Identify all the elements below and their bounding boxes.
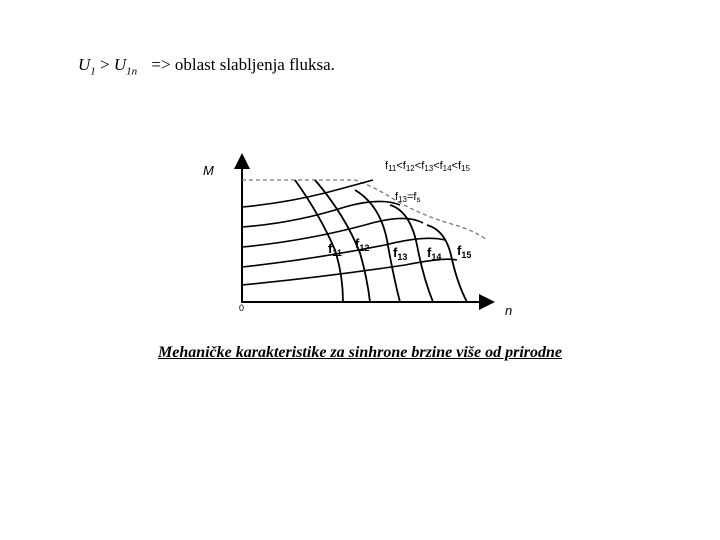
implication-arrow: => [151, 55, 171, 74]
relation-sign: > [100, 55, 110, 74]
u1-subscript: 1 [90, 65, 96, 78]
figure-caption: Mehaničke karakteristike za sinhrone brzine više od prirodne [157, 344, 563, 361]
curve-label-f11: $f_{11}$ [328, 241, 342, 258]
curve-f15 [427, 225, 467, 302]
curve-label-f12: $f_{12}$ [355, 236, 370, 253]
curve-label-f15: $f_{15}$ [457, 243, 472, 260]
characteristic-grid [242, 180, 457, 285]
max-torque-envelope [242, 180, 487, 240]
legend-equality: f13=fs [395, 191, 421, 204]
frequency-curves [295, 180, 467, 302]
curve-label-f13: $f_{13}$ [393, 245, 408, 262]
heading-text: oblast slabljenja fluksa. [174, 55, 335, 74]
legend-relation: f11<f12<f13<f14<f15 [385, 160, 470, 173]
axis-y-label: M [203, 163, 214, 178]
torque-speed-diagram [195, 145, 515, 325]
u1-symbol: U [78, 55, 91, 74]
u1n-subscript: 1n [126, 65, 138, 78]
curve-label-f14: $f_{14}$ [427, 245, 442, 262]
origin-label: 0 [239, 303, 245, 313]
axis-x-label: n [505, 303, 513, 318]
heading [78, 55, 335, 77]
u1n-symbol: U [113, 55, 127, 74]
